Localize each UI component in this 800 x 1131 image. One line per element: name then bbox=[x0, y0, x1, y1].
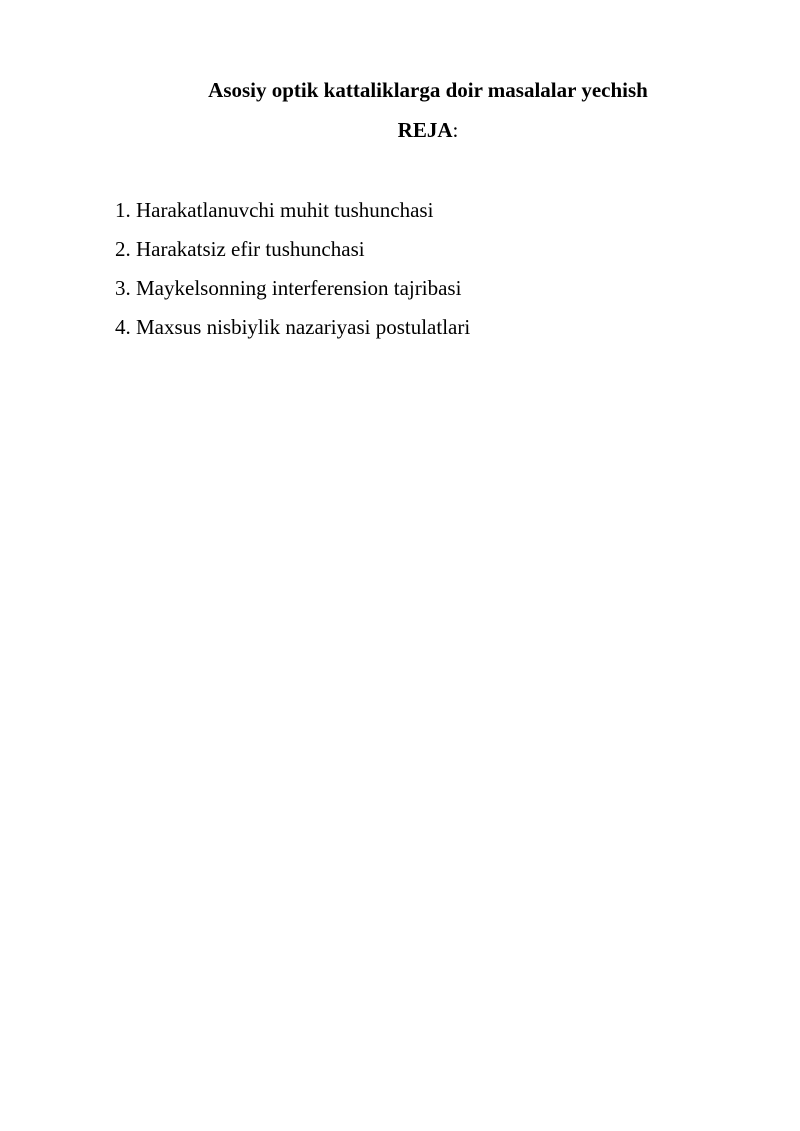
plan-item: 3. Maykelsonning interferension tajribasi bbox=[115, 276, 462, 300]
plan-heading-text: REJA bbox=[397, 118, 453, 142]
plan-heading bbox=[100, 116, 756, 144]
plan-list bbox=[115, 196, 470, 352]
plan-item: 4. Maxsus nisbiylik nazariyasi postulatlari bbox=[115, 315, 471, 339]
plan-item: 2. Harakatsiz efir tushunchasi bbox=[115, 237, 365, 261]
document-title: Asosiy optik kattaliklarga doir masalalar yechish bbox=[208, 78, 648, 102]
plan-heading-colon: : bbox=[452, 118, 459, 142]
plan-item: 1. Harakatlanuvchi muhit tushunchasi bbox=[115, 198, 434, 222]
